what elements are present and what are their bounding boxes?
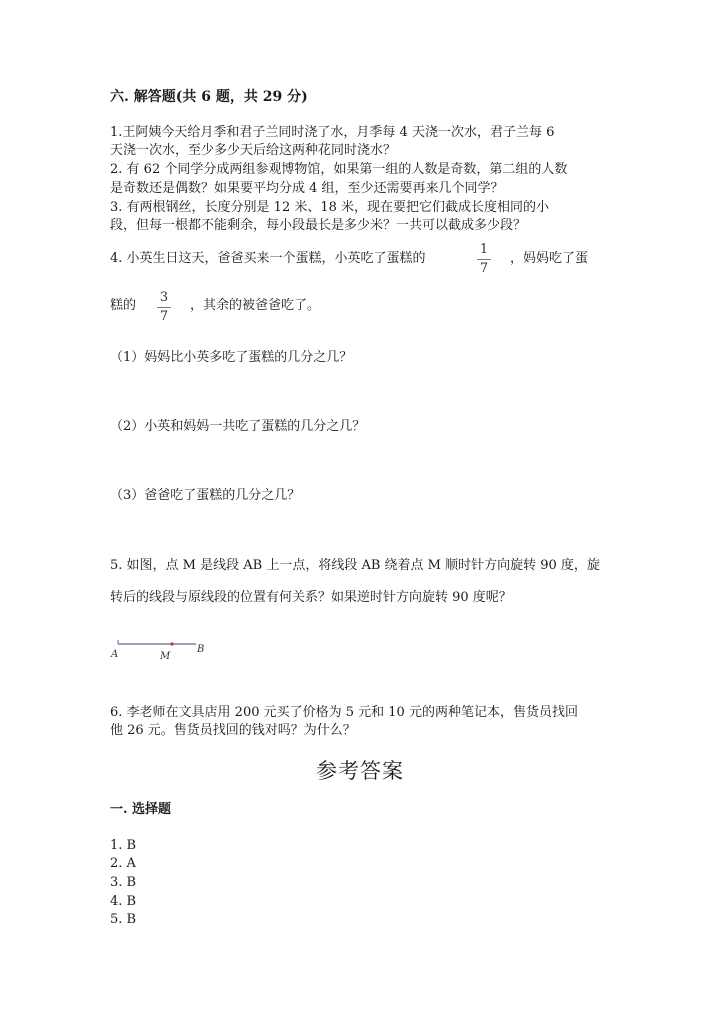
q6-line1: 6. 李老师在文具店用 200 元买了价格为 5 元和 10 元的两种笔记本，售货员找回 (110, 705, 578, 720)
fraction-numerator: 3 (159, 290, 169, 305)
label-b: B (197, 644, 205, 655)
answers-title: 参考答案 (316, 759, 404, 783)
q4-sub3: （3）爸爸吃了蛋糕的几分之几？ (110, 488, 301, 503)
q2-line1: 2. 有 62 个同学分成两组参观博物馆，如果第一组的人数是奇数，第二组的人数 (110, 162, 568, 177)
section-heading: 六. 解答题(共 6 题，共 29 分) (110, 89, 308, 105)
q6-line2: 他 26 元。售货员找回的钱对吗？为什么？ (110, 723, 356, 738)
fraction-denominator: 7 (479, 261, 489, 276)
answer-item: 1. B (110, 838, 137, 853)
q3-line1: 3. 有两根钢丝，长度分别是 12 米、18 米，现在要把它们截成长度相同的小 (110, 200, 550, 215)
fraction-three-sevenths (156, 291, 172, 324)
q1-line1: 1.王阿姨今天给月季和君子兰同时浇了水，月季每 4 天浇一次水，君子兰每 6 (110, 125, 555, 140)
answer-item: 2. A (110, 856, 136, 871)
answers-section1-heading: 一. 选择题 (110, 802, 172, 817)
q4-text-part4: ，其余的被爸爸吃了。 (190, 298, 321, 313)
q1-line2: 天浇一次水，至少多少天后给这两种花同时浇水？ (110, 143, 397, 158)
fraction-bar (477, 259, 491, 260)
answer-item: 3. B (110, 875, 137, 890)
q2-line2: 是奇数还是偶数？如果要平均分成 4 组，至少还需要再来几个同学？ (110, 181, 504, 196)
fraction-bar (157, 307, 171, 308)
q4-text-part3: 糕的 (110, 298, 137, 313)
q4-text-part1: 4. 小英生日这天，爸爸买来一个蛋糕，小英吃了蛋糕的 (110, 251, 426, 266)
answer-item: 4. B (110, 894, 137, 909)
q4-text-part2: ，妈妈吃了蛋 (510, 251, 589, 266)
fraction-denominator: 7 (159, 309, 169, 324)
point-m-dot (170, 642, 173, 645)
answer-item: 5. B (110, 912, 137, 927)
q5-line1: 5. 如图，点 M 是线段 AB 上一点，将线段 AB 绕着点 M 顺时针方向旋转 90 度，旋 (110, 558, 600, 573)
q4-sub2: （2）小英和妈妈一共吃了蛋糕的几分之几？ (110, 419, 366, 434)
label-a: A (111, 649, 119, 660)
fraction-numerator: 1 (479, 242, 489, 257)
q4-sub1: （1）妈妈比小英多吃了蛋糕的几分之几？ (110, 350, 353, 365)
fraction-one-seventh (476, 243, 492, 276)
segment-ab-figure (108, 636, 208, 662)
label-m: M (160, 651, 171, 662)
q3-line2: 段，但每一根都不能剩余，每小段最长是多少米？一共可以截成多少段？ (110, 218, 527, 233)
q5-line2: 转后的线段与原线段的位置有何关系？如果逆时针方向旋转 90 度呢？ (110, 590, 512, 605)
